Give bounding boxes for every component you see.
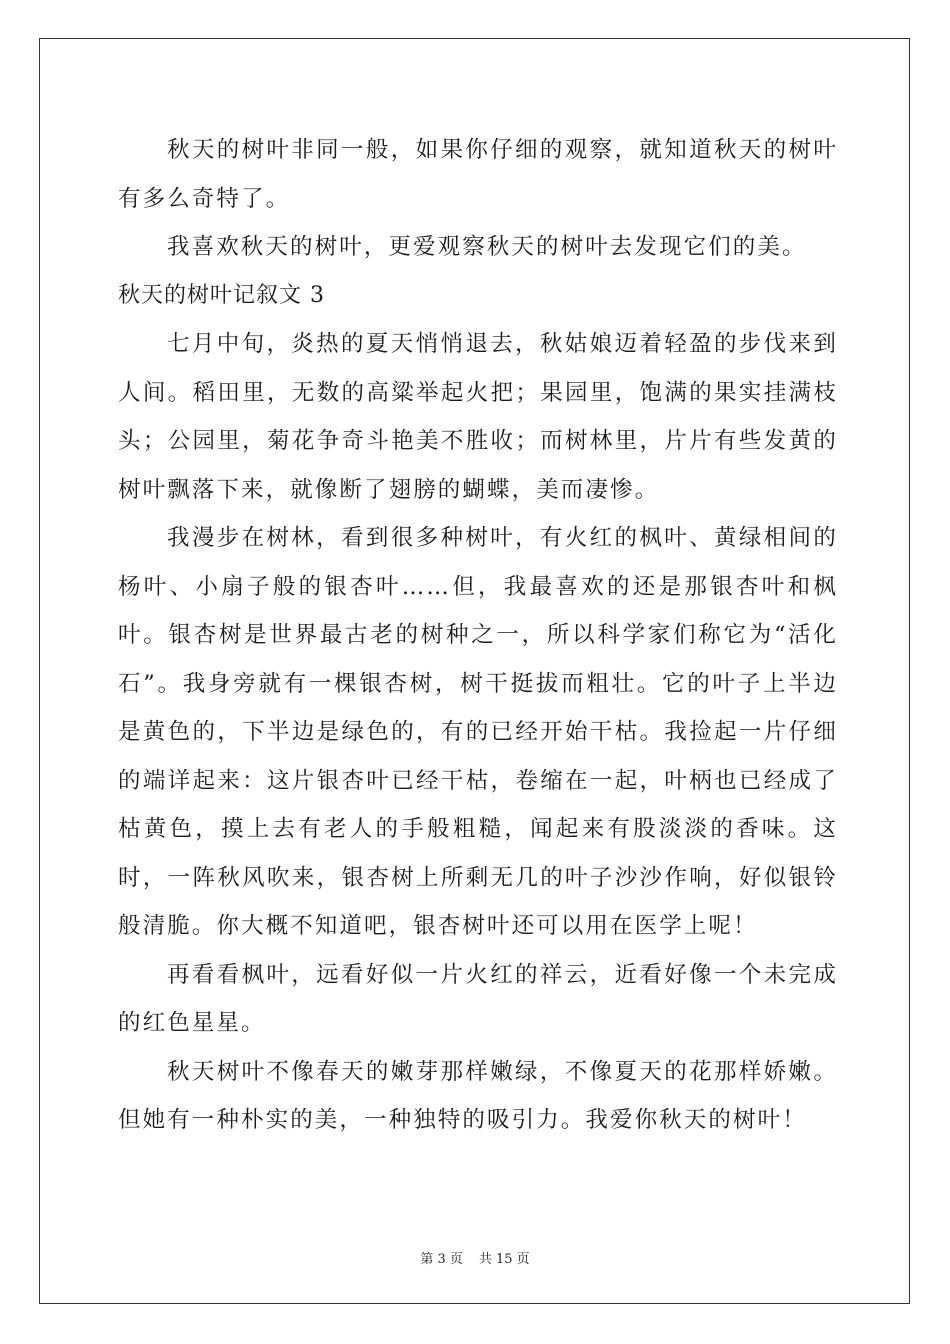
section-title: 秋天的树叶记叙文 3 [118,282,325,308]
paragraph: 七月中旬，炎热的夏天悄悄退去，秋姑娘迈着轻盈的步伐来到人间。稻田里，无数的高粱举起火把；果园里，饱满的果实挂满枝头；公园里，菊花争奇斗艳美不胜收；而树林里，片片有些发黄的树叶飘落下来，就像断了翅膀的蝴蝶，美而凄惨。 [118,331,838,503]
paragraph: 秋天的树叶非同一般，如果你仔细的观察，就知道秋天的树叶有多么奇特了。 [118,137,838,212]
paragraph: 我漫步在树林，看到很多种树叶，有火红的枫叶、黄绿相间的杨叶、小扇子般的银杏叶……但，我最喜欢的还是那银杏叶和枫叶。银杏树是世界最古老的树种之一，所以科学家们称它为“活化石”。我身旁就有一棵银杏树，树干挺拔而粗壮。它的叶子上半边是黄色的，下半边是绿色的，有的已经开始干枯。我捡起一片仔细的端详起来：这片银杏叶已经干枯，卷缩在一起，叶柄也已经成了枯黄色，摸上去有老人的手般粗糙，闻起来有股淡淡的香味。这时，一阵秋风吹来，银杏树上所剩无几的叶子沙沙作响，好似银铃般清脆。你大概不知道吧，银杏树叶还可以用在医学上呢！ [118,525,838,939]
paragraph: 秋天树叶不像春天的嫩芽那样嫩绿，不像夏天的花那样娇嫩。但她有一种朴实的美，一种独特的吸引力。我爱你秋天的树叶！ [118,1058,838,1133]
page-footer [0,1248,950,1267]
page-number: 第 3 页 [420,1252,463,1267]
document-body [118,126,838,1145]
paragraph: 我喜欢秋天的树叶，更爱观察秋天的树叶去发现它们的美。 [167,234,807,260]
paragraph: 再看看枫叶，远看好似一片火红的祥云，近看好像一个未完成的红色星星。 [118,961,838,1036]
page-total: 共 15 页 [478,1252,530,1267]
